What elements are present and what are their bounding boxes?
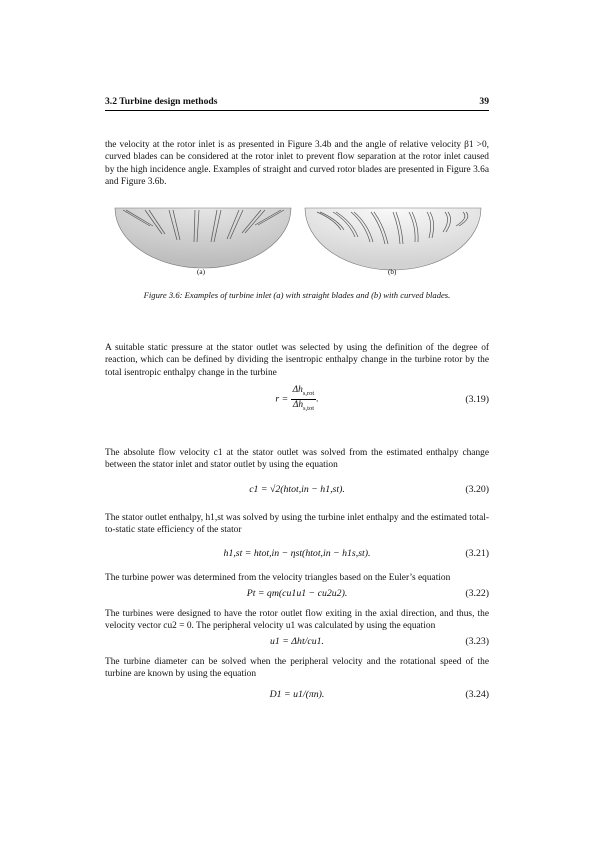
section-title: 3.2 Turbine design methods — [105, 96, 218, 107]
curved-blade-rotor — [305, 208, 481, 270]
eq-3-24-body: D1 = u1/(πn). — [269, 688, 325, 700]
figure-caption: Figure 3.6: Examples of turbine inlet (a) with straight blades and (b) with curved blades. — [143, 290, 451, 301]
eq-3-19-denominator-subscript: s,tot — [303, 404, 315, 412]
equation-3-21 — [105, 548, 489, 572]
turbine-inlet-illustration — [105, 206, 489, 278]
eq-3-20-body: c1 = √2(htot,in − h1,st). — [249, 483, 345, 495]
equation-number: (3.24) — [465, 688, 489, 700]
equation-3-19 — [105, 383, 489, 419]
paragraph-1: the velocity at the rotor inlet is as presented in Figure 3.4b and the angle of relative velocity β1 >0, curved blades can be considered at the rotor inlet to prevent flow separation at the rotor inlet caused by the high incidence angle. Examples of straight and curved rotor blades are presented in Figure 3.6a and Figure 3.6b. — [105, 140, 489, 187]
paragraph-5: The turbine power was determined from the velocity triangles based on the Euler’s equation — [105, 573, 451, 584]
running-header — [105, 96, 489, 111]
equation-number: (3.19) — [465, 394, 489, 406]
eq-3-19-fraction — [291, 385, 317, 414]
eq-3-23-body: u1 = Δht/cu1. — [270, 636, 324, 648]
eq-3-19-lhs: r = — [275, 393, 289, 405]
subfigure-label-a: (a) — [197, 268, 205, 277]
page — [105, 96, 489, 709]
eq-3-22-body: Pt = qm(cu1u1 − cu2u2). — [246, 587, 348, 599]
equation-3-22 — [105, 588, 489, 608]
paragraph-7: The turbine diameter can be solved when the peripheral velocity and the rotational speed of the turbine are known by using the equation — [105, 657, 489, 680]
page-number: 39 — [479, 96, 489, 107]
paragraph-2: A suitable static pressure at the stator outlet was selected by using the definition of the degree of reaction, which can be defined by dividing the isentropic enthalpy change in the turbine rotor by the total isentropic enthalpy change in the turbine — [105, 343, 489, 378]
straight-blade-rotor — [115, 208, 291, 268]
eq-3-19-period: . — [316, 393, 319, 405]
figure-3-6 — [105, 206, 489, 278]
subfigure-label-b: (b) — [388, 268, 397, 277]
equation-number: (3.21) — [465, 548, 489, 560]
paragraph-6: The turbines were designed to have the rotor outlet flow exiting in the axial direction, and thus, the velocity vector cu2 = 0. The peripheral velocity u1 was calculated by using the equation — [105, 608, 489, 631]
equation-3-20 — [105, 484, 489, 508]
equation-number: (3.23) — [465, 636, 489, 648]
eq-3-19-numerator-subscript: s,rot — [302, 389, 315, 397]
equation-number: (3.22) — [465, 587, 489, 599]
equation-number: (3.20) — [465, 483, 489, 495]
paragraph-4: The stator outlet enthalpy, h1,st was solved by using the turbine inlet enthalpy and the estimated total-to-static state efficiency of the stator — [105, 512, 489, 535]
equation-3-24 — [105, 689, 489, 709]
eq-3-19-numerator: Δh — [292, 385, 303, 396]
equation-3-23 — [105, 636, 489, 656]
paragraph-3: The absolute flow velocity c1 at the stator outlet was solved from the estimated enthalpy change between the stator inlet and stator outlet by using the equation — [105, 448, 489, 471]
eq-3-21-body: h1,st = htot,in − ηst(htot,in − h1s,st). — [223, 548, 371, 560]
eq-3-19-denominator: Δh — [292, 399, 304, 410]
